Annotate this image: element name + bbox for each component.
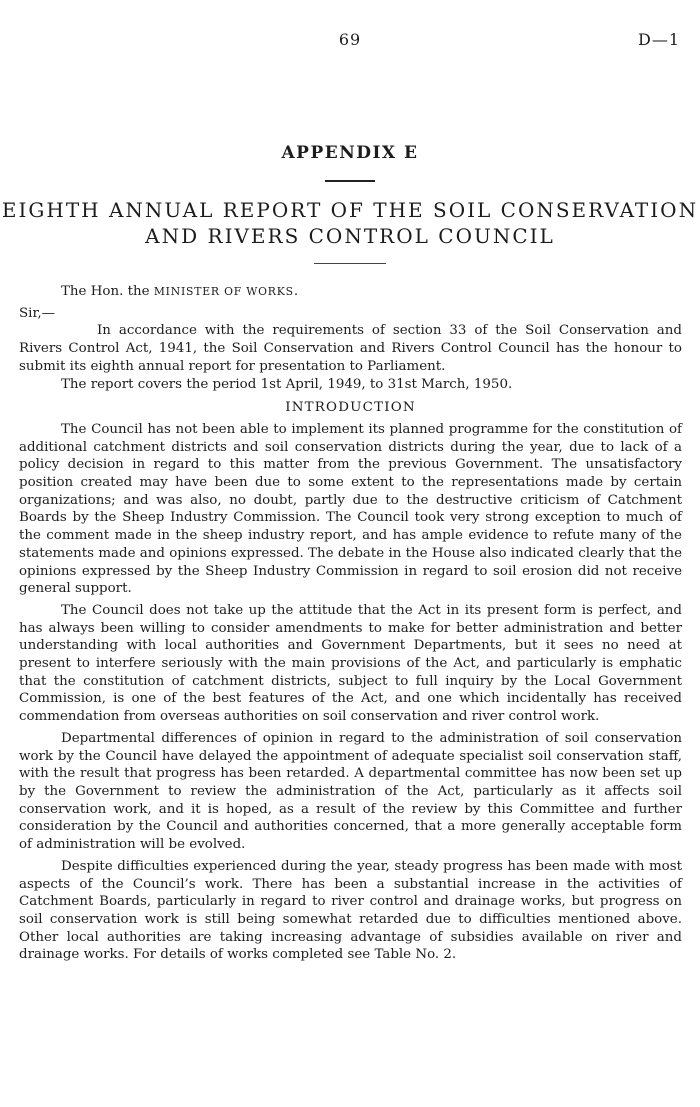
divider-top (325, 180, 375, 182)
report-title (0, 197, 700, 249)
letter-body (19, 283, 682, 964)
addressee-line (19, 283, 682, 301)
report-title-line-1: EIGHTH ANNUAL REPORT OF THE SOIL CONSERVATION (1, 198, 699, 222)
body-paragraph-3: Departmental differences of opinion in regard to the administration of soil conservation work by the Council have delayed the appointment of adequate specialist soil conservation staff, with the result that progress has been retarded. A departmental committee has now been set up by the Government to review the administration of the Act, particularly as it affects soil conservation work, and it is hoped, as a result of the review by this Committee and further consideration by the Council and authorities concerned, that a more generally acceptable form of administration will be evolved. (19, 730, 682, 853)
report-title-line-2: AND RIVERS CONTROL COUNCIL (145, 224, 555, 248)
body-paragraph-2: The Council does not take up the attitude that the Act in its present form is perfect, and has always been willing to consider amendments to make for better administration and better understanding with local authorities and Government Departments, but it sees no need at present to interfere seriously with the main provisions of the Act, and particularly is emphatic that the constitution of catchment districts, subject to full inquiry by the Local Government Commission, is one of the best features of the Act, and one which incidentally has received commendation from overseas authorities on soil conservation and river control work. (19, 602, 682, 725)
body-paragraph-4: Despite difficulties experienced during the year, steady progress has been made with most aspects of the Council’s work. There has been a substantial increase in the activities of Catchment Boards, particularly in regard to river control and drainage works, but progress on soil conservation work is still being somewhat retarded due to difficulties mentioned above. Other local authorities are taking increasing advantage of subsidies available on river and drainage works. For details of works completed see Table No. 2. (19, 858, 682, 963)
intro-paragraph-2: The report covers the period 1st April, 1949, to 31st March, 1950. (61, 376, 513, 392)
addressee-suffix: . (293, 284, 299, 299)
addressee-prefix: The Hon. the (61, 284, 154, 299)
divider-bottom (314, 263, 386, 264)
page-number: 69 (338, 30, 362, 49)
salutation: Sir,— (19, 305, 56, 321)
section-heading: INTRODUCTION (285, 400, 416, 416)
intro-paragraph-1: In accordance with the requirements of section 33 of the Soil Conservation and Rivers Control Act, 1941, the Soil Conservation and Rivers Control Council has the honour to submit its eighth annual report for presentation to Parliament. (19, 323, 682, 374)
appendix-title: APPENDIX E (281, 143, 419, 163)
addressee-name: MINISTER OF WORKS (153, 285, 294, 298)
document-code: D—1 (637, 30, 680, 49)
body-paragraph-1: The Council has not been able to implement its planned programme for the constitution of additional catchment districts and soil conservation districts during the year, due to lack of a policy decision in regard to this matter from the previous Government. The unsatisfactory position created may have been due to some extent to the representations made by certain organizations; and was also, no doubt, partly due to the destructive criticism of Catchment Boards by the Sheep Industry Commission. The Council took very strong exception to much of the comment made in the sheep industry report, and has ample evidence to refute many of the statements made and opinions expressed. The debate in the House also indicated clearly that the opinions expressed by the Sheep Industry Commission in regard to soil erosion did not receive general support. (19, 421, 682, 597)
